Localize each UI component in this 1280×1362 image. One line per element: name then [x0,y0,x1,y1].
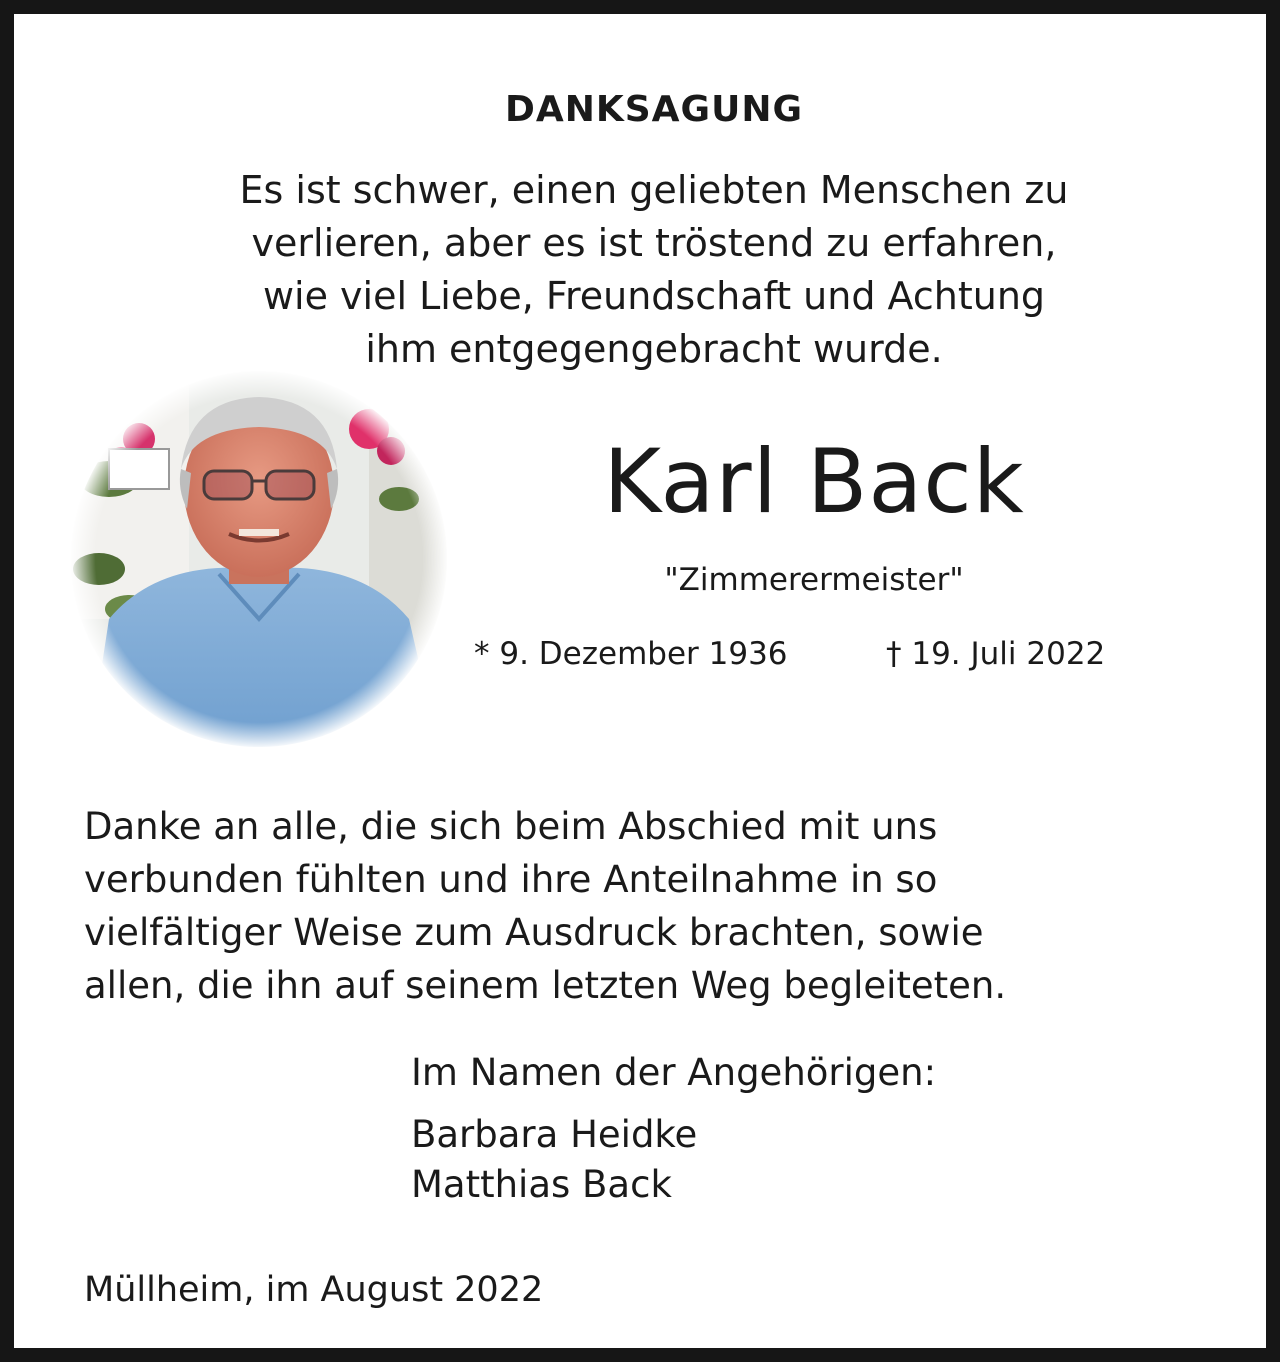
thanks-line: verbunden fühlten und ihre Anteilnahme in so [84,858,938,901]
death-date: † 19. Juli 2022 [886,636,1106,672]
portrait-illustration [69,369,449,749]
intro-text [14,164,1280,376]
heading: DANKSAGUNG [504,89,804,130]
signoff: Im Namen der Angehörigen: [411,1051,937,1094]
birth-date: * 9. Dezember 1936 [474,636,788,672]
relatives-list [411,1110,697,1210]
thanks-text [84,800,1244,1012]
thanks-line: allen, die ihn auf seinem letzten Weg begleiteten. [84,964,1007,1007]
relative-name: Matthias Back [411,1163,672,1206]
portrait-photo [69,369,449,749]
deceased-occupation: "Zimmerermeister" [664,562,964,598]
place-date: Müllheim, im August 2022 [84,1270,544,1310]
deceased-name: Karl Back [603,430,1025,533]
relative-name: Barbara Heidke [411,1113,698,1156]
intro-line: ihm entgegengebracht wurde. [365,327,943,371]
intro-line: wie viel Liebe, Freundschaft und Achtung [262,274,1046,318]
intro-line: Es ist schwer, einen geliebten Menschen zu [239,168,1069,212]
thanks-line: Danke an alle, die sich beim Abschied mit uns [84,805,938,848]
intro-line: verlieren, aber es ist tröstend zu erfahren, [251,221,1057,265]
thanks-line: vielfältiger Weise zum Ausdruck brachten, sowie [84,911,984,954]
